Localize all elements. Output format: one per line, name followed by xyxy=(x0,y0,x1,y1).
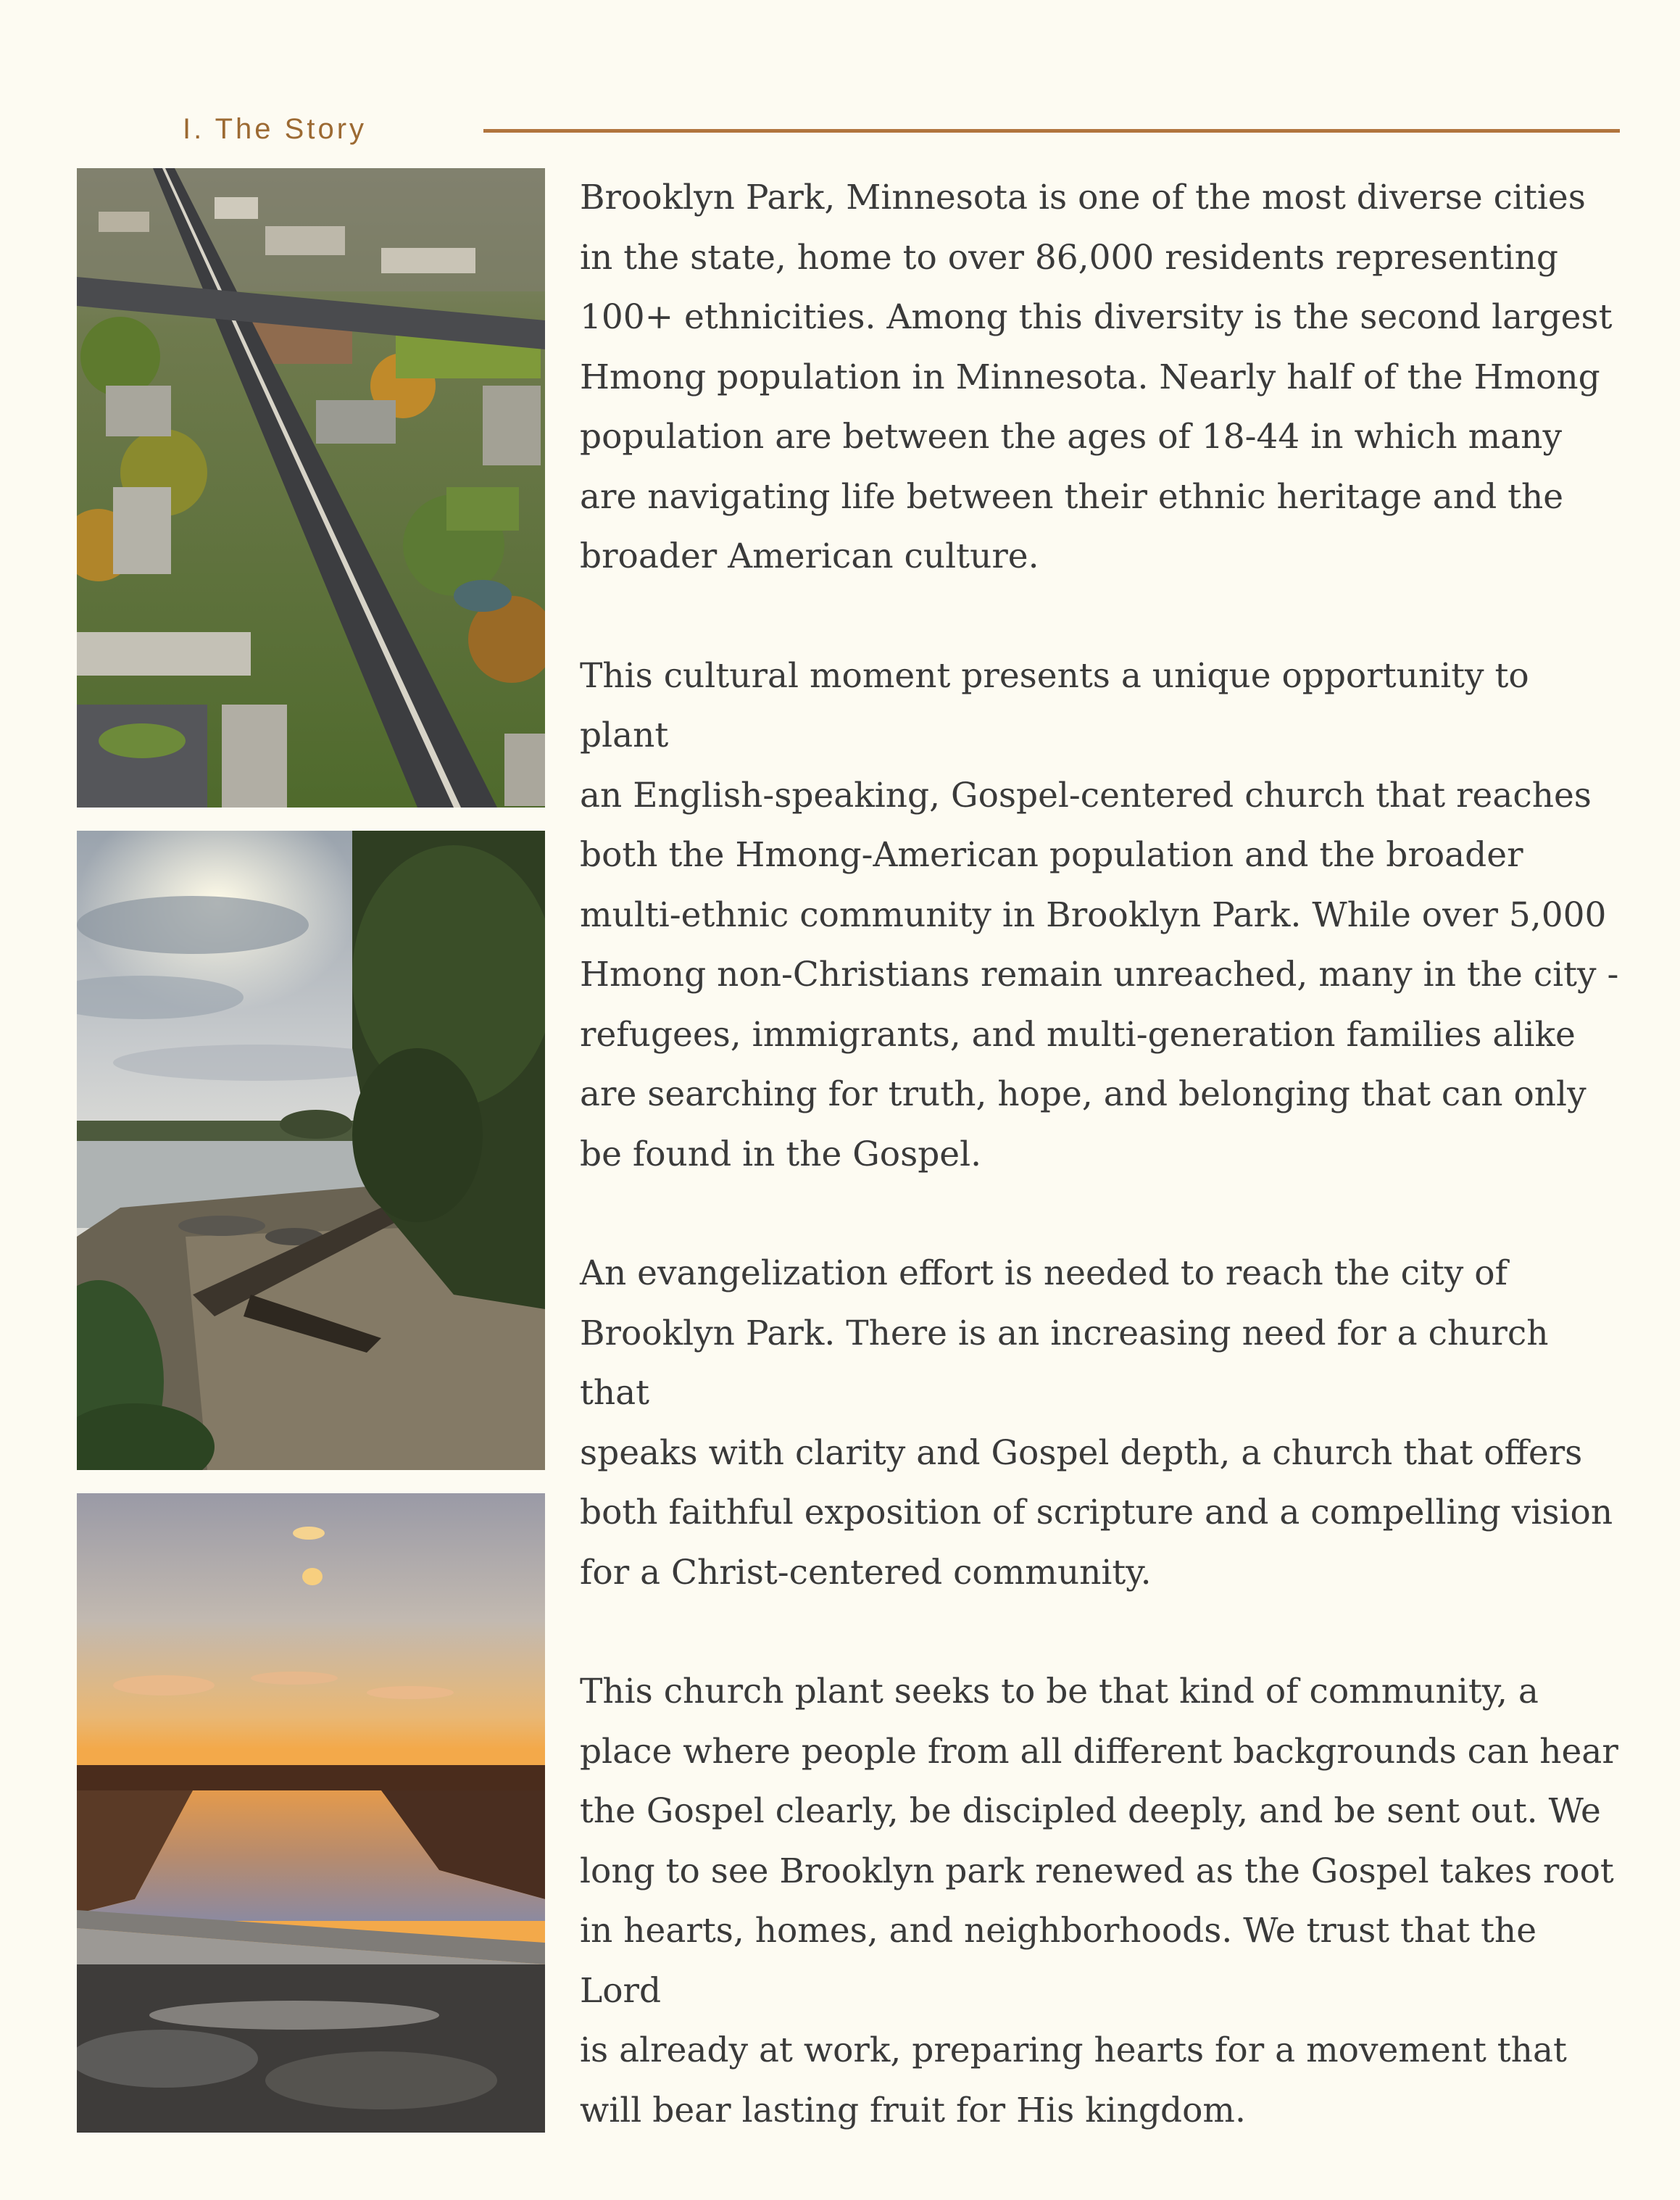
story-paragraph-3: An evangelization effort is needed to reach the city of Brooklyn Park. There is an increasing need for a church that speaks with clarity and Gospel depth, a church that offers both faithful exposition of scripture and a compelling vision for a Christ-centered community. xyxy=(580,1253,1613,1593)
story-paragraph-4: This church plant seeks to be that kind of community, a place where people from all different backgrounds can hear the Gospel clearly, be discipled deeply, and be sent out. We long to see Brooklyn park renewed as the Gospel takes root in hearts, homes, and neighborhoods. We trust that the Lord is already at work, preparing hearts for a movement that will bear lasting fruit for His kingdom. xyxy=(580,1672,1618,2130)
river-shore-image-icon xyxy=(77,831,545,1470)
sunset-dam-image-icon xyxy=(77,1493,545,2133)
story-paragraph-2: This cultural moment presents a unique opportunity to plant an English-speaking, Gospel-centered church that reaches both the Hmong-American population and the broader multi-ethnic community in Brooklyn Park. While over 5,000 Hmong non-Christians remain unreached, many in the city - refugees, immigrants, and multi-generation families alike are searching for truth, hope, and belonging that can only be found in the Gospel. xyxy=(580,655,1619,1174)
story-body xyxy=(580,168,1623,2200)
sunset-dam-photo xyxy=(77,1493,545,2133)
section-divider xyxy=(483,129,1620,133)
river-shore-photo xyxy=(77,831,545,1470)
section-heading: I. The Story xyxy=(183,113,367,145)
story-paragraph-1: Brooklyn Park, Minnesota is one of the most diverse cities in the state, home to over 86,000 residents representing 100+ ethnicities. Among this diversity is the second largest Hmong population in Minnesota. Nearly half of the Hmong population are between the ages of 18-44 in which many are navigating life between their ethnic heritage and the broader American culture. xyxy=(580,178,1613,576)
aerial-city-image-icon xyxy=(77,168,545,808)
aerial-city-photo xyxy=(77,168,545,808)
